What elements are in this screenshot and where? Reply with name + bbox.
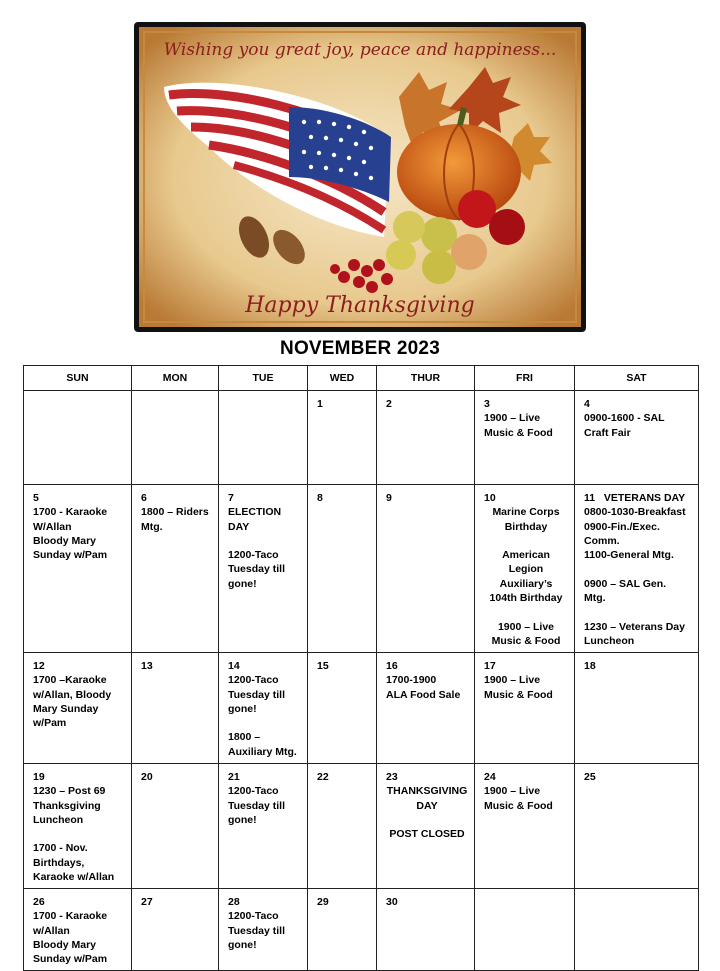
day-number: 7 bbox=[228, 492, 234, 504]
day-number: 2 bbox=[386, 398, 392, 410]
caption-text: Happy Thanksgiving bbox=[245, 293, 475, 318]
day-events: 1700 –Karaoke w/Allan, Bloody Mary Sunday w/Pam bbox=[33, 674, 112, 730]
day-number: 10 bbox=[484, 492, 496, 504]
week-row bbox=[24, 889, 699, 971]
day-cell bbox=[132, 889, 219, 971]
weekday-header-row bbox=[24, 366, 699, 391]
day-cell bbox=[219, 391, 308, 485]
day-events: ELECTION DAY 1200-Taco Tuesday till gone! bbox=[228, 506, 285, 590]
day-number: 23 bbox=[386, 771, 398, 783]
day-events: 1200-Taco Tuesday till gone! bbox=[228, 910, 285, 951]
day-number: 20 bbox=[141, 771, 153, 783]
day-number: 1 bbox=[317, 398, 323, 410]
weekday-header: MON bbox=[132, 366, 219, 391]
day-events: 0900-1600 - SAL Craft Fair bbox=[584, 412, 665, 439]
day-number: 25 bbox=[584, 771, 596, 783]
day-cell bbox=[575, 889, 699, 971]
day-events: 1700 - Karaoke W/Allan Bloody Mary Sunday w/Pam bbox=[33, 506, 108, 562]
day-number: 11 bbox=[584, 492, 596, 504]
day-events: 1200-Taco Tuesday till gone! bbox=[228, 785, 285, 826]
day-number: 19 bbox=[33, 771, 45, 783]
week-row bbox=[24, 391, 699, 485]
day-cell bbox=[377, 889, 475, 971]
day-cell bbox=[308, 889, 377, 971]
day-cell bbox=[308, 485, 377, 653]
day-number: 3 bbox=[484, 398, 490, 410]
day-cell bbox=[575, 653, 699, 764]
day-number-with-label bbox=[584, 491, 692, 505]
day-number: 8 bbox=[317, 492, 323, 504]
day-events: 1900 – Live Music & Food bbox=[484, 674, 553, 701]
day-cell bbox=[377, 764, 475, 889]
holiday-label: VETERANS DAY bbox=[603, 492, 686, 504]
day-number: 9 bbox=[386, 492, 392, 504]
calendar-grid bbox=[23, 365, 699, 971]
day-events: 1700-1900 ALA Food Sale bbox=[386, 674, 461, 701]
day-number: 13 bbox=[141, 660, 153, 672]
week-row bbox=[24, 485, 699, 653]
day-number: 21 bbox=[228, 771, 240, 783]
day-cell bbox=[219, 485, 308, 653]
day-events: 1800 – Riders Mtg. bbox=[141, 506, 209, 533]
day-events: THANKSGIVING DAY POST CLOSED bbox=[386, 785, 468, 841]
weekday-header: THUR bbox=[377, 366, 475, 391]
day-events: 1900 – Live Music & Food bbox=[484, 412, 553, 439]
day-cell bbox=[132, 764, 219, 889]
day-number: 6 bbox=[141, 492, 147, 504]
day-cell bbox=[308, 653, 377, 764]
day-cell bbox=[24, 889, 132, 971]
day-cell bbox=[219, 653, 308, 764]
day-number: 5 bbox=[33, 492, 39, 504]
day-cell bbox=[24, 653, 132, 764]
weekday-header: SUN bbox=[24, 366, 132, 391]
day-cell bbox=[475, 653, 575, 764]
day-number: 30 bbox=[386, 896, 398, 908]
day-number: 29 bbox=[317, 896, 329, 908]
day-cell bbox=[377, 485, 475, 653]
day-cell bbox=[377, 391, 475, 485]
day-cell bbox=[575, 485, 699, 653]
day-cell bbox=[475, 485, 575, 653]
weekday-header: TUE bbox=[219, 366, 308, 391]
day-number: 17 bbox=[484, 660, 496, 672]
day-events: 1200-Taco Tuesday till gone! 1800 – Auxiliary Mtg. bbox=[228, 674, 297, 758]
day-cell bbox=[377, 653, 475, 764]
day-events: Marine Corps Birthday American Legion Auxiliary’s 104th Birthday 1900 – Live Music & Food bbox=[489, 506, 563, 647]
weekday-header: SAT bbox=[575, 366, 699, 391]
day-cell bbox=[24, 485, 132, 653]
day-cell bbox=[132, 485, 219, 653]
day-number: 27 bbox=[141, 896, 153, 908]
cornucopia-illustration bbox=[139, 27, 581, 327]
day-cell bbox=[219, 764, 308, 889]
day-number: 24 bbox=[484, 771, 496, 783]
day-events: 1900 – Live Music & Food bbox=[484, 785, 553, 812]
weekday-header: WED bbox=[308, 366, 377, 391]
day-cell bbox=[575, 764, 699, 889]
day-number: 18 bbox=[584, 660, 596, 672]
day-number: 22 bbox=[317, 771, 329, 783]
day-cell bbox=[475, 764, 575, 889]
day-cell bbox=[475, 889, 575, 971]
day-number: 26 bbox=[33, 896, 45, 908]
day-number: 14 bbox=[228, 660, 240, 672]
day-number: 4 bbox=[584, 398, 590, 410]
day-cell bbox=[24, 764, 132, 889]
weekday-header: FRI bbox=[475, 366, 575, 391]
day-cell bbox=[475, 391, 575, 485]
day-cell bbox=[132, 653, 219, 764]
week-row bbox=[24, 653, 699, 764]
day-number: 15 bbox=[317, 660, 329, 672]
month-title: NOVEMBER 2023 bbox=[280, 338, 440, 359]
day-events: 0800-1030-Breakfast 0900-Fin./Exec. Comm. 1100-General Mtg. 0900 – SAL Gen. Mtg. 1230 – Veterans Day Luncheon bbox=[584, 506, 686, 647]
greeting-text: Wishing you great joy, peace and happiness... bbox=[163, 40, 557, 60]
day-number: 28 bbox=[228, 896, 240, 908]
day-cell bbox=[132, 391, 219, 485]
week-row bbox=[24, 764, 699, 889]
day-number: 12 bbox=[33, 660, 45, 672]
day-events: 1700 - Karaoke w/Allan Bloody Mary Sunday w/Pam bbox=[33, 910, 108, 966]
day-cell bbox=[575, 391, 699, 485]
day-events: 1230 – Post 69 Thanksgiving Luncheon 1700 - Nov. Birthdays, Karaoke w/Allan bbox=[33, 785, 115, 884]
day-cell bbox=[308, 764, 377, 889]
thanksgiving-banner bbox=[134, 22, 586, 332]
day-number: 16 bbox=[386, 660, 398, 672]
day-cell bbox=[308, 391, 377, 485]
day-cell bbox=[219, 889, 308, 971]
day-cell bbox=[24, 391, 132, 485]
